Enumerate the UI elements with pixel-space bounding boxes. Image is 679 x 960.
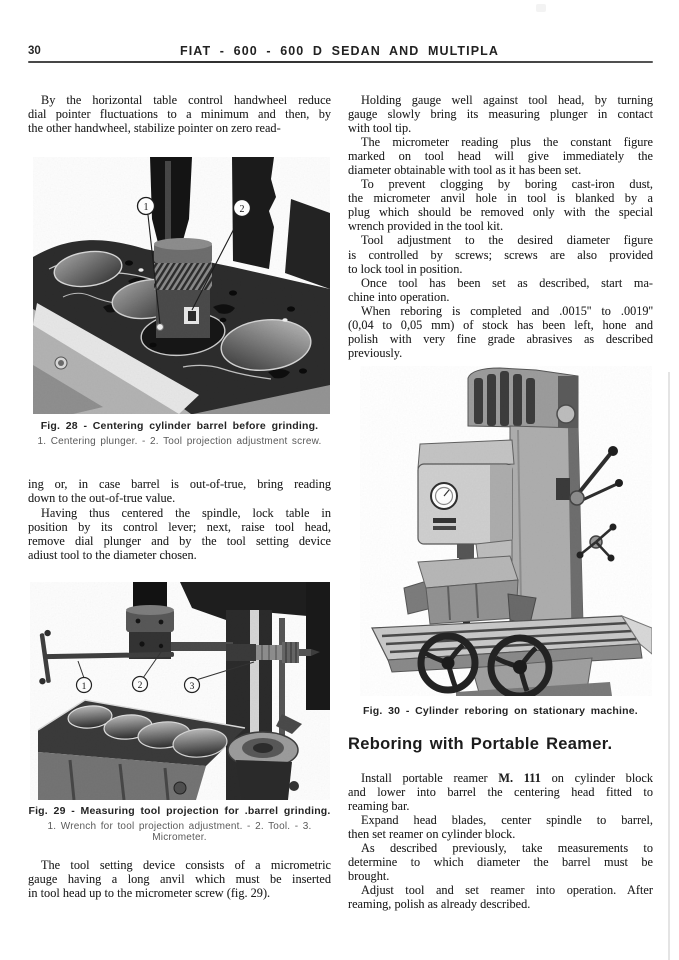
right-paragraph-10: Adjust tool and set reamer into operation. After reaming, polish as already described. (348, 883, 653, 912)
figure-29-photo (30, 582, 330, 800)
left-paragraph-4: The tool setting device consists of a micrometric gauge having a long anvil which must be inserted in tool head up to the micrometer screw (fig. 29). (28, 858, 331, 901)
left-paragraph-3: Having thus centered the spindle, lock table in position by its control lever; next, raise tool head, remove dial plunger and by the tool setting device adiust tool to the diameter chosen. (28, 506, 331, 563)
svg-text:2: 2 (239, 204, 245, 215)
left-paragraph-1: By the horizontal table control handwheel reduce dial pointer fluctuations to a minimum and then, by the other handwheel, stabilize pointer on zero read- (28, 93, 331, 136)
svg-text:2: 2 (137, 681, 143, 691)
figure-29-caption (28, 805, 331, 843)
fig29-image (30, 582, 330, 800)
page-number: 30 (28, 45, 41, 57)
right-paragraph-4: Tool adjustment to the desired diameter figure is controlled by screws; screws are also provided to lock tool in position. (348, 233, 653, 276)
scan-edge-line (668, 372, 670, 960)
section-heading-reboring: Reboring with Portable Reamer. (348, 735, 613, 753)
right-paragraph-7: Install portable reamer M. 111 on cylinder block and lower into barrel the centering head fitted to reaming bar. (348, 771, 653, 814)
page-header-title: FIAT - 600 - 600 D SEDAN AND MULTIPLA (179, 44, 500, 58)
svg-text:1: 1 (143, 202, 149, 213)
fig28-caption-main: Fig. 28 - Centering cylinder barrel before grinding. (40, 420, 319, 432)
right-paragraph-3: To prevent clogging by boring cast-iron dust, the micrometer anvil hole in tool is blanked by a plug which should be removed only with the special wrench provided in the tool kit. (348, 177, 653, 234)
right-column-lower (348, 771, 653, 911)
figure-30-caption (348, 705, 653, 717)
fig30-image (360, 366, 652, 696)
fig28-image (33, 157, 330, 414)
right-paragraph-1: Holding gauge well against tool head, by turning gauge slowly bring its measuring plunger in contact with tool tip. (348, 93, 653, 136)
fig29-caption-main: Fig. 29 - Measuring tool projection for .barrel grinding. (28, 805, 331, 817)
right-paragraph-2: The micrometer reading plus the constant figure marked on tool head will give immediately the diameter obtainable with tool as it has been set. (348, 135, 653, 178)
scan-smudge (536, 4, 546, 12)
right-paragraph-6: When reboring is completed and .0015'' to .0019'' (0,04 to 0,05 mm) of stock has been left, hone and polish with very fine grade abrasives as described previously. (348, 303, 653, 360)
fig28-caption-sub: 1. Centering plunger. - 2. Tool projection adjustment screw. (37, 436, 322, 447)
fig30-caption-main: Fig. 30 - Cylinder reboring on stationary machine. (363, 705, 638, 717)
right-column-upper (348, 93, 653, 360)
right-paragraph-9: As described previously, take measurements to determine to which diameter the barrel must be brought. (348, 841, 653, 884)
svg-text:1: 1 (81, 682, 87, 692)
right-paragraph-5: Once tool has been set as described, start ma- chine into operation. (348, 275, 653, 304)
right-paragraph-8: Expand head blades, center spindle to barrel, then set reamer on cylinder block. (348, 813, 653, 842)
figure-30-photo (360, 366, 652, 696)
figure-28-caption (28, 420, 331, 447)
left-paragraph-2: ing or, in case barrel is out-of-true, bring reading down to the out-of-true value. (28, 477, 331, 506)
figure-28-photo (33, 157, 330, 414)
header-rule (28, 61, 653, 63)
fig29-caption-sub: 1. Wrench for tool projection adjustment. - 2. Tool. - 3. Micrometer. (47, 821, 312, 843)
svg-text:3: 3 (189, 682, 195, 692)
